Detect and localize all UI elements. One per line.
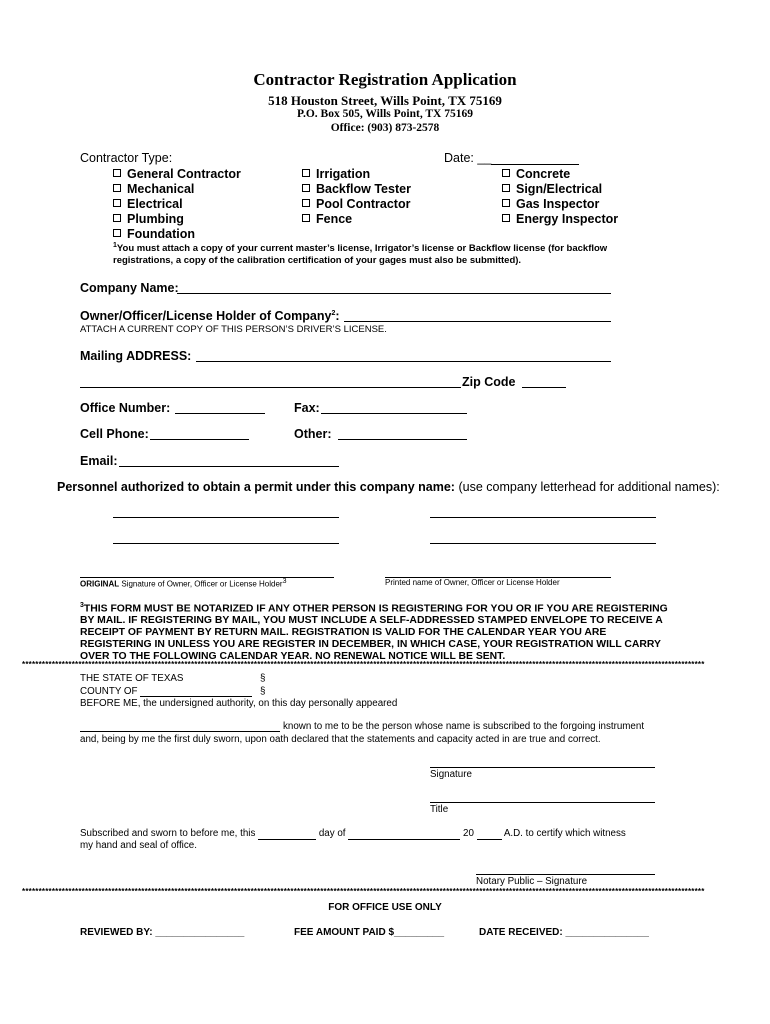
zip-code-label: Zip Code [462,375,516,389]
license-footnote: $^1$You must attach a copy of your current master’s license, Irrigator’s license or Backflow license (for backflow registrations, a copy of the calibration certification of your gages must also be submitted). [113,242,608,267]
checkbox-icon[interactable] [302,214,310,222]
checkbox-icon[interactable] [113,184,121,192]
option-energy-inspector[interactable]: Energy Inspector [502,212,618,227]
divider-bottom: ************************************************************************************************************************************************************************************************************** [22,887,705,896]
before-me-text: BEFORE ME, the undersigned authority, on this day personally appeared [80,698,398,709]
title-input[interactable] [430,802,655,803]
date-input-line[interactable] [491,164,579,165]
company-name-input[interactable] [177,293,611,294]
option-concrete[interactable]: Concrete [502,167,618,182]
contractor-type-column-3 [502,167,618,227]
hand-seal-text: my hand and seal of office. [80,840,197,851]
mailing-address-input[interactable] [196,361,611,362]
option-irrigation[interactable]: Irrigation [302,167,411,182]
checkbox-icon[interactable] [302,169,310,177]
notary-signature-input[interactable] [476,874,655,875]
option-fence[interactable]: Fence [302,212,411,227]
cell-phone-input[interactable] [150,439,249,440]
fax-label: Fax: [294,401,320,415]
office-phone: Office: (903) 873-2578 [330,122,440,134]
company-name-label: Company Name: [80,281,179,295]
divider-top: ************************************************************************************************************************************************************************************************************** [22,660,705,669]
cell-phone-label: Cell Phone: [80,427,149,441]
day-input[interactable] [258,828,316,840]
other-phone-label: Other: [294,427,332,441]
option-mechanical[interactable]: Mechanical [113,182,241,197]
option-plumbing[interactable]: Plumbing [113,212,241,227]
signature-input[interactable] [430,767,655,768]
personnel-name-input-2[interactable] [430,517,656,518]
checkbox-icon[interactable] [113,199,121,207]
subscribed-text: Subscribed and sworn to before me, this day of 20 A.D. to certify which witness [80,828,626,839]
section-mark-2: § [260,686,266,697]
office-number-label: Office Number: [80,401,171,415]
section-mark-1: § [260,673,266,684]
checkbox-icon[interactable] [502,169,510,177]
personnel-label: Personnel authorized to obtain a permit under this company name: (use company letterhead for additional names): [57,480,720,494]
date-label: Date: __ [444,151,492,165]
personnel-name-input-4[interactable] [430,543,656,544]
fax-input[interactable] [321,413,467,414]
signature-caption: Signature [430,769,472,780]
date-value: __ [477,151,492,165]
owner-label: Owner/Officer/License Holder of Company$^2$: [80,309,340,323]
street-address: 518 Houston Street, Wills Point, TX 75169 [268,93,502,108]
county-label: COUNTY OF [80,686,138,697]
option-pool-contractor[interactable]: Pool Contractor [302,197,411,212]
owner-input[interactable] [344,321,611,322]
sworn-statement-text: and, being by me the first duly sworn, upon oath declared that the statements and capacity acted in are true and correct. [80,734,601,745]
email-label: Email: [80,454,118,468]
checkbox-icon[interactable] [113,214,121,222]
option-backflow-tester[interactable]: Backflow Tester [302,182,411,197]
mailing-address-label: Mailing ADDRESS: [80,349,192,363]
checkbox-icon[interactable] [113,229,121,237]
option-sign-electrical[interactable]: Sign/Electrical [502,182,618,197]
other-phone-input[interactable] [338,439,467,440]
year-input[interactable] [477,828,502,840]
fee-amount-field: FEE AMOUNT PAID $_________ [294,927,445,938]
state-of-texas: THE STATE OF TEXAS [80,673,184,684]
checkbox-icon[interactable] [502,184,510,192]
personnel-name-input-3[interactable] [113,543,339,544]
date-received-field: DATE RECEIVED: _______________ [479,927,649,938]
owner-signature-caption: ORIGINAL Signature of Owner, Officer or License Holder$^3$ [80,578,287,589]
personnel-name-input-1[interactable] [113,517,339,518]
checkbox-icon[interactable] [502,199,510,207]
contractor-type-column-1 [113,167,241,242]
email-input[interactable] [119,466,339,467]
title-caption: Title [430,804,449,815]
owner-license-note: ATTACH A CURRENT COPY OF THIS PERSON’S DRIVER’S LICENSE. [80,324,387,335]
option-electrical[interactable]: Electrical [113,197,241,212]
notary-signature-caption: Notary Public – Signature [476,876,588,887]
contractor-type-column-2 [302,167,411,227]
printed-name-caption: Printed name of Owner, Officer or License Holder [385,578,560,587]
appeared-person-input[interactable] [80,731,280,732]
po-box-address: P.O. Box 505, Wills Point, TX 75169 [297,108,473,120]
checkbox-icon[interactable] [113,169,121,177]
option-gas-inspector[interactable]: Gas Inspector [502,197,618,212]
checkbox-icon[interactable] [502,214,510,222]
office-use-title: FOR OFFICE USE ONLY [328,902,442,913]
checkbox-icon[interactable] [302,199,310,207]
mailing-address-line-2-input[interactable] [80,387,461,388]
county-input[interactable] [140,696,252,697]
reviewed-by-field: REVIEWED BY: ________________ [80,927,245,938]
known-to-me-text: known to me to be the person whose name is subscribed to the forgoing instrument [283,721,645,732]
checkbox-icon[interactable] [302,184,310,192]
option-general-contractor[interactable]: General Contractor [113,167,241,182]
form-title: Contractor Registration Application [253,70,517,89]
contractor-type-label: Contractor Type: [80,151,173,165]
option-foundation[interactable]: Foundation [113,227,241,242]
office-number-input[interactable] [175,413,265,414]
notarization-notice: $^3$THIS FORM MUST BE NOTARIZED IF ANY OTHER PERSON IS REGISTERING FOR YOU OR IF YOU ARE REGISTERING BY MAIL. IF REGISTERING BY MAIL, YOU MUST INCLUDE A SELF-ADDRESSED STAMPED ENVELOPE TO RECEIVE A RECEIPT OF PAYMENT BY RETURN MAIL. REGISTRATION IS VALID FOR THE CALENDAR YEAR YOU ARE REGISTERING IN UNLESS YOU ARE REGISTER IN DECEMBER, IN WHICH CASE, YOUR REGISTRATION WILL CARRY OVER TO THE FOLLOWING CALENDAR YEAR. NO RENEWAL NOTICE WILL BE SENT. [80,602,668,663]
month-input[interactable] [348,828,460,840]
zip-code-input[interactable] [522,387,566,388]
